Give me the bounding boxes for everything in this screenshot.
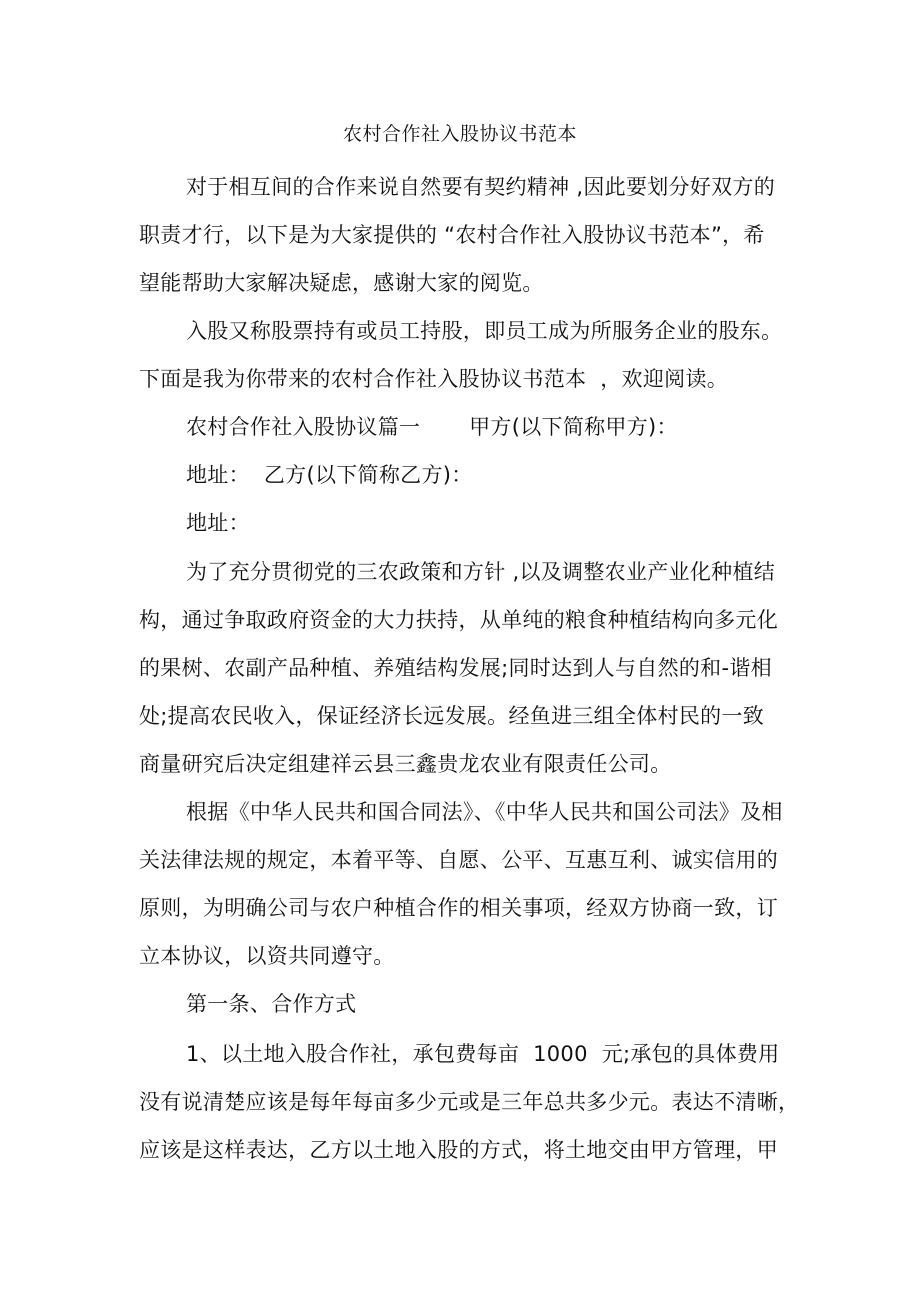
paragraph-line: 职责才行，以下是为大家提供的 “农村合作社入股协议书范本”，希 — [139, 223, 765, 247]
paragraph-line: 下面是我为你带来的农村合作社入股协议书范本 ，欢迎阅读。 — [139, 367, 729, 391]
paragraph-line: 商量研究后决定组建祥云县三鑫贵龙农业有限责任公司。 — [139, 752, 672, 776]
paragraph-line: 的果树、农副产品种植、养殖结构发展;同时达到人与自然的和-谐相 — [139, 656, 772, 680]
paragraph-line: 构，通过争取政府资金的大力扶持，从单纯的粮食种植结构向多元化 — [139, 608, 778, 632]
paragraph-line: 对于相互间的合作来说自然要有契约精神 ,因此要划分好双方的 — [186, 175, 776, 199]
paragraph-line: 为了充分贯彻党的三农政策和方针 ,以及调整农业产业化种植结 — [186, 560, 776, 584]
paragraph-line: 原则，为明确公司与农户种植合作的相关事项，经双方协商一致，订 — [139, 896, 778, 920]
paragraph-line: 地址： — [186, 511, 250, 535]
page-title: 农村合作社入股协议书范本 — [342, 123, 577, 145]
paragraph-line: 立本协议，以资共同遵守。 — [139, 944, 395, 968]
paragraph-line: 根据《中华人民共和国合同法》、《中华人民共和国公司法》及相 — [186, 800, 783, 824]
paragraph-line: 地址： 乙方(以下简称乙方)： — [186, 463, 473, 487]
paragraph-line: 1、以土地入股合作社，承包费每亩 1000 元;承包的具体费用 — [186, 1042, 780, 1066]
paragraph-line: 农村合作社入股协议篇一 甲方(以下简称甲方)： — [186, 415, 678, 439]
paragraph-line: 处;提高农民收入，保证经济长远发展。经鱼进三组全体村民的一致 — [139, 704, 765, 728]
paragraph-line: 关法律法规的规定，本着平等、自愿、公平、互惠互利、诚实信用的 — [139, 848, 778, 872]
paragraph-line: 没有说清楚应该是每年每亩多少元或是三年总共多少元。表达不清晰， — [139, 1090, 800, 1114]
section-heading: 第一条、合作方式 — [186, 992, 357, 1016]
paragraph-line: 应该是这样表达，乙方以土地入股的方式，将土地交由甲方管理，甲 — [139, 1138, 778, 1162]
paragraph-line: 望能帮助大家解决疑虑，感谢大家的阅览。 — [139, 271, 544, 295]
paragraph-line: 入股又称股票持有或员工持股，即员工成为所服务企业的股东。 — [186, 319, 783, 343]
